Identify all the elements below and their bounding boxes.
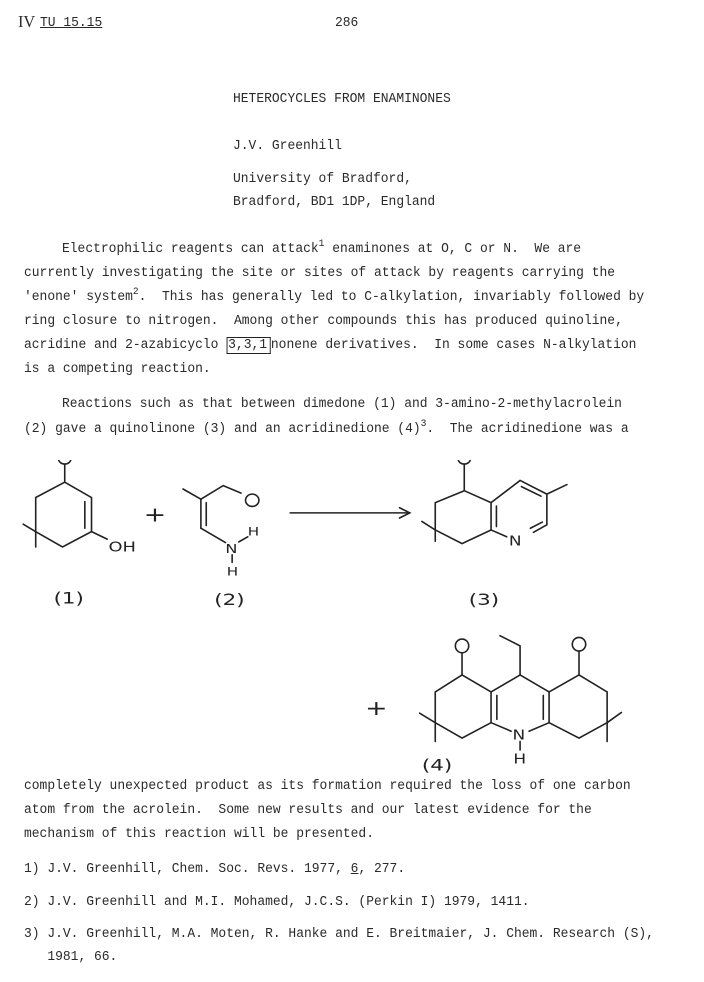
citation-superscript: 3 — [420, 419, 427, 430]
reference-1 — [24, 862, 405, 878]
text-line: mechanism of this reaction will be presented. — [24, 827, 374, 842]
page-number: 286 — [335, 16, 359, 31]
text: . The acridinedione was a — [426, 422, 629, 437]
text-line — [24, 338, 636, 354]
compound-label-3: (3) — [468, 590, 500, 610]
text: . This has generally led to C-alkylation, invariably followed by — [138, 290, 645, 305]
affiliation-line: University of Bradford, — [233, 172, 412, 187]
nitrogen-label: N — [225, 542, 238, 557]
text-line: is a competing reaction. — [24, 362, 211, 377]
text: acridine and 2-azabicyclo — [24, 338, 219, 353]
nitrogen-label: N — [508, 533, 522, 549]
reference-2: 2) J.V. Greenhill and M.I. Mohamed, J.C.S. (Perkin I) 1979, 1411. — [24, 895, 530, 910]
session-code: TU 15.15 — [40, 16, 103, 31]
compound-4-structure — [420, 636, 622, 767]
compound-3-structure — [422, 460, 567, 549]
hydrogen-label: H — [247, 525, 260, 540]
text: enaminones at O, C or N. We are — [324, 242, 582, 257]
bicyclo-bracket — [226, 337, 268, 354]
citation-superscript: 1 — [318, 239, 325, 250]
affiliation-line: Bradford, BD1 1DP, England — [233, 195, 436, 210]
plus-sign: + — [143, 502, 167, 527]
text: 1) J.V. Greenhill, Chem. Soc. Revs. 1977, — [24, 862, 351, 877]
hydroxyl-label: OH — [108, 538, 136, 555]
text: , 277. — [358, 862, 406, 877]
text-line: ring closure to nitrogen. Among other compounds this has produced quinoline, — [24, 314, 623, 329]
volume-number: 6 — [350, 862, 359, 877]
author: J.V. Greenhill — [233, 139, 342, 154]
text-line: atom from the acrolein. Some new results and our latest evidence for the — [24, 803, 592, 818]
compound-label-2: (2) — [214, 590, 245, 610]
hydrogen-label: H — [226, 565, 239, 579]
nitrogen-label: N — [512, 727, 526, 744]
citation-superscript: 2 — [132, 287, 139, 298]
text: (2) gave a quinolinone (3) and an acridinedione (4) — [24, 422, 421, 437]
reaction-scheme — [0, 460, 704, 780]
compound-label-1: (1) — [53, 588, 84, 608]
text-line: completely unexpected product as its formation required the loss of one carbon — [24, 779, 631, 794]
text-line — [62, 239, 582, 258]
text-line: currently investigating the site or sites of attack by reagents carrying the — [24, 266, 616, 281]
reaction-arrow — [290, 508, 410, 518]
text-line: Reactions such as that between dimedone (1) and 3-amino-2-methylacrolein — [62, 397, 622, 412]
paper-title: HETEROCYCLES FROM ENAMINONES — [233, 92, 451, 107]
compound-1-structure — [23, 460, 136, 555]
text-line — [24, 419, 629, 438]
compound-2-structure — [183, 486, 259, 579]
text: Electrophilic reagents can attack — [62, 242, 319, 257]
reference-3: 3) J.V. Greenhill, M.A. Moten, R. Hanke and E. Breitmaier, J. Chem. Research (S), — [24, 927, 654, 942]
text: 'enone' system — [24, 290, 133, 305]
volume-number: IV — [18, 12, 36, 31]
text: nonene derivatives. In some cases N-alkylation — [270, 338, 637, 353]
hydrogen-label: H — [513, 751, 527, 768]
text-line — [24, 287, 645, 306]
text: 3,3,1 — [228, 338, 268, 353]
plus-sign: + — [365, 696, 388, 721]
reference-3-continued: 1981, 66. — [24, 950, 118, 965]
compound-label-4: (4) — [421, 755, 453, 775]
